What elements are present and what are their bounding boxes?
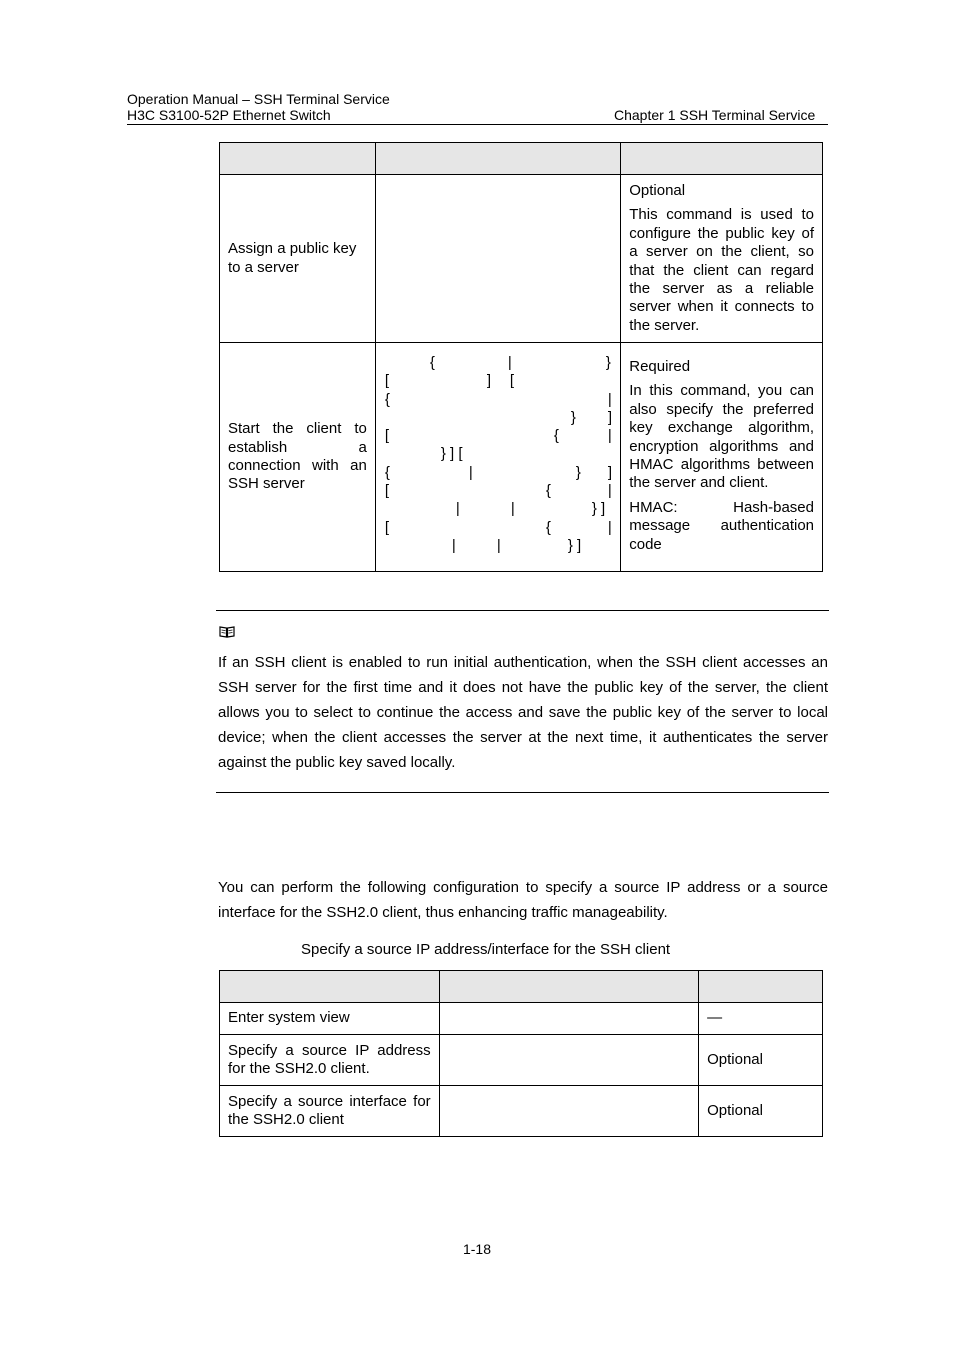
table2-row2-remarks: Optional <box>699 1035 823 1086</box>
table2-header-remarks <box>699 971 823 1003</box>
note-text: If an SSH client is enabled to run initial authentication, when the SSH client accesses an SSH server for the first time and it does not have the public key of the server, the client allows you to select to continue the access and save the public key of the server to local device; when the client accesses the server at the next time, it authenticates the server against the public key saved locally. <box>218 654 828 771</box>
note-top-rule <box>216 610 829 611</box>
bracket-glyph: | <box>510 500 515 517</box>
bracket-glyph: } <box>605 354 611 371</box>
table2-row1-remarks: — <box>699 1003 823 1035</box>
table1-row1-operation: Assign a public key to a server <box>220 175 376 343</box>
table1-row2-remarks-note: HMAC: Hash-based message authentication code <box>629 498 814 553</box>
bracket-glyph: ] <box>607 409 612 426</box>
bracket-glyph: | <box>455 500 460 517</box>
bracket-glyph: ] <box>486 372 491 389</box>
table1-row1-remarks-title: Optional <box>629 181 686 199</box>
bracket-glyph: ] <box>607 464 612 481</box>
header-chapter: Chapter 1 SSH Terminal Service <box>614 107 816 123</box>
table1-row2-remarks-title: Required <box>629 357 691 375</box>
table1-row1-remarks-body: This command is used to configure the public key of a server on the client, so that the client can regard the server as a reliable server when it connects to the server. <box>629 206 814 334</box>
bracket-glyph: | <box>451 537 456 554</box>
table2-row1-command <box>439 1003 698 1035</box>
bracket-glyph: { <box>384 464 390 481</box>
table1-header-operation <box>220 143 376 175</box>
bracket-glyph: | <box>468 464 473 481</box>
bracket-glyph: [ <box>384 519 389 536</box>
bracket-glyph: } <box>575 464 581 481</box>
bracket-glyph: | <box>607 427 612 444</box>
bracket-glyph: | <box>607 482 612 499</box>
table1-header-remarks <box>621 143 823 175</box>
intro-paragraph: You can perform the following configuration to specify a source IP address or a source interface for the SSH2.0 client, thus enhancing traffic manageability. <box>218 879 828 921</box>
table1-header-row <box>220 143 823 175</box>
table1-row2-remarks-body: In this command, you can also specify the preferred key exchange algorithm, encryption algorithms and HMAC algorithms between the server and client. <box>629 382 814 492</box>
bracket-glyph: [ <box>384 427 389 444</box>
table2-row1-operation: Enter system view <box>220 1003 440 1035</box>
table2-row2-command <box>439 1035 698 1086</box>
note-bottom-rule <box>216 792 829 793</box>
bracket-glyph: [ <box>509 372 514 389</box>
table1-row2-command <box>375 343 620 572</box>
bracket-glyph: [ <box>384 482 389 499</box>
table1-row2-remarks <box>621 343 823 572</box>
header-rule <box>127 124 828 125</box>
bracket-glyph: | <box>496 537 501 554</box>
table2-caption: Specify a source IP address/interface for the SSH client <box>301 941 671 958</box>
command-syntax-brackets <box>376 352 620 562</box>
book-icon <box>219 625 235 641</box>
table2-header-command <box>439 971 698 1003</box>
header-title-line1: Operation Manual – SSH Terminal Service <box>127 91 390 107</box>
bracket-glyph: { <box>553 427 559 444</box>
bracket-glyph: } ] <box>591 500 606 517</box>
table-row <box>220 175 823 343</box>
table2-header-operation <box>220 971 440 1003</box>
table-row <box>220 343 823 572</box>
table2-header-row <box>220 971 823 1003</box>
bracket-glyph: | <box>507 354 512 371</box>
table1-row1-command <box>375 175 620 343</box>
page-number: 1-18 <box>462 1241 492 1257</box>
header-title-line2: H3C S3100-52P Ethernet Switch <box>127 107 331 123</box>
table1-header-command <box>375 143 620 175</box>
table1-row1-remarks <box>621 175 823 343</box>
bracket-glyph: | <box>607 391 612 408</box>
table2-row3-operation: Specify a source interface for the SSH2.0 client <box>220 1086 440 1137</box>
table2-row3-remarks: Optional <box>699 1086 823 1137</box>
command-table-2 <box>219 970 823 1137</box>
table2-row2-operation: Specify a source IP address for the SSH2.0 client. <box>220 1035 440 1086</box>
table1-row2-operation: Start the client to establish a connection with an SSH server <box>220 343 376 572</box>
bracket-glyph: { <box>384 391 390 408</box>
table-row <box>220 1086 823 1137</box>
table-row <box>220 1035 823 1086</box>
command-table-1 <box>219 142 823 572</box>
table-row <box>220 1003 823 1035</box>
bracket-glyph: { <box>545 519 551 536</box>
table2-row3-command <box>439 1086 698 1137</box>
bracket-glyph: } ] [ <box>440 445 463 462</box>
bracket-glyph: { <box>545 482 551 499</box>
bracket-glyph: [ <box>384 372 389 389</box>
bracket-glyph: } <box>570 409 576 426</box>
bracket-glyph: } ] <box>567 537 582 554</box>
bracket-glyph: { <box>429 354 435 371</box>
bracket-glyph: | <box>607 519 612 536</box>
